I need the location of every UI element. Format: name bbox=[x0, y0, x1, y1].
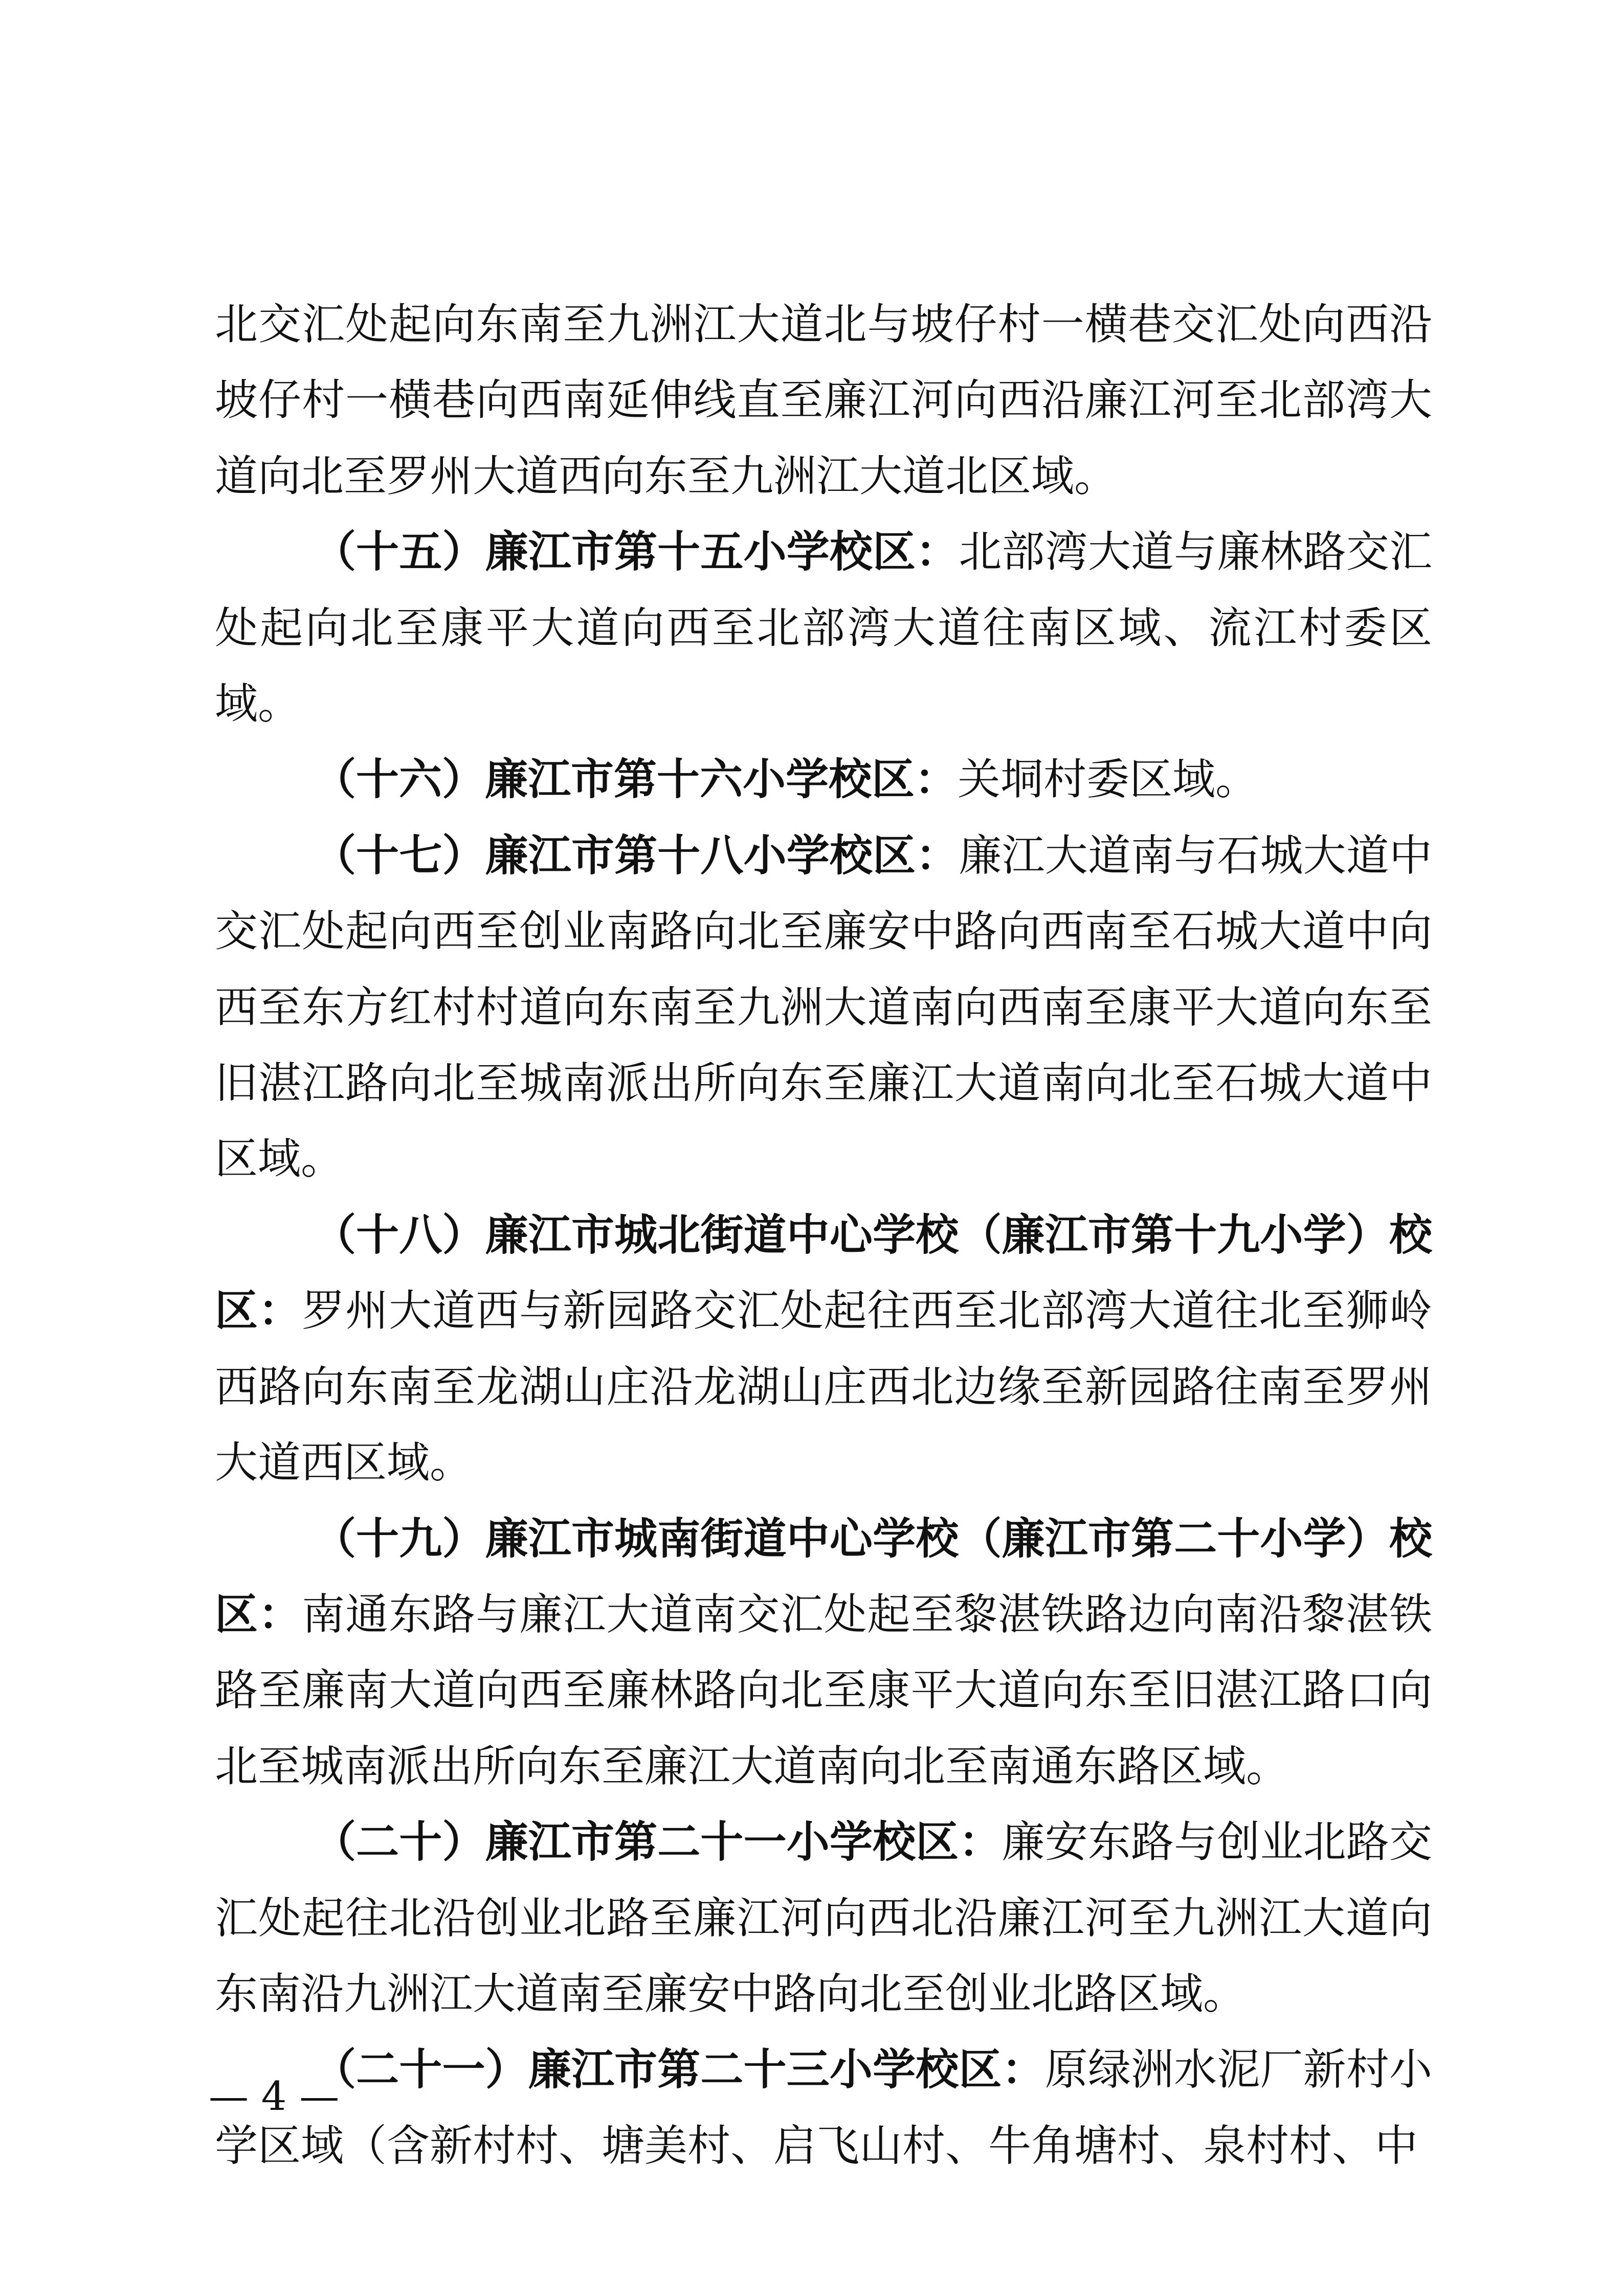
paragraph-school-20 bbox=[215, 1804, 1432, 2032]
paragraph-heading: （十五）廉江市第十五小学校区： bbox=[313, 526, 959, 577]
paragraph-school-15 bbox=[215, 514, 1432, 741]
paragraph-heading: （十七）廉江市第十八小学校区： bbox=[313, 829, 959, 881]
paragraph-text: 廉安东路与创业北路交汇处起往北沿创业北路至廉江河向西北沿廉江河至九洲江大道向东南沿九洲江大道南至廉安中路向北至创业北路区域。 bbox=[215, 1817, 1432, 2019]
paragraph-text: 关垌村委区域。 bbox=[958, 754, 1259, 805]
paragraph-text: 廉江大道南与石城大道中交汇处起向西至创业南路向北至廉安中路向西南至石城大道中向西至东方红村村道向东南至九洲大道南向西南至康平大道向东至旧湛江路向北至城南派出所向东至廉江大道南向北至石城大道中区域。 bbox=[215, 830, 1432, 1184]
paragraph-school-18 bbox=[215, 1197, 1432, 1501]
paragraph-text: 原绿洲水泥厂新村小学区域（含新村村、塘美村、启飞山村、牛角塘村、泉村村、中 bbox=[215, 2044, 1432, 2171]
paragraph-heading: （二十）廉江市第二十一小学校区： bbox=[313, 1816, 1002, 1867]
page-number: — 4 — bbox=[209, 2074, 340, 2120]
paragraph-heading: （十九）廉江市城南街道中心学校（廉江市第二十小学）校区： bbox=[215, 1513, 1432, 1639]
paragraph-school-21 bbox=[215, 2032, 1432, 2184]
paragraph-school-17 bbox=[215, 818, 1432, 1197]
paragraph-text: 南通东路与廉江大道南交汇处起至黎湛铁路边向南沿黎湛铁路至廉南大道向西至廉林路向北至康平大道向东至旧湛江路口向北至城南派出所向东至廉江大道南向北至南通东路区域。 bbox=[215, 1589, 1432, 1791]
paragraph-continuation bbox=[215, 286, 1432, 514]
paragraph-heading: （二十一）廉江市第二十三小学校区： bbox=[313, 2044, 1045, 2095]
paragraph-text: 北部湾大道与廉林路交汇处起向北至康平大道向西至北部湾大道往南区域、流江村委区域。 bbox=[215, 527, 1432, 729]
paragraph-school-19 bbox=[215, 1501, 1432, 1805]
document-body bbox=[215, 286, 1432, 2184]
paragraph-heading: （十八）廉江市城北街道中心学校（廉江市第十九小学）校区： bbox=[215, 1209, 1432, 1336]
paragraph-text: 北交汇处起向东南至九洲江大道北与坡仔村一横巷交汇处向西沿坡仔村一横巷向西南延伸线直至廉江河向西沿廉江河至北部湾大道向北至罗州大道西向东至九洲江大道北区域。 bbox=[215, 299, 1432, 501]
paragraph-text: 罗州大道西与新园路交汇处起往西至北部湾大道往北至狮岭西路向东南至龙湖山庄沿龙湖山庄西北边缘至新园路往南至罗州大道西区域。 bbox=[215, 1286, 1432, 1488]
paragraph-school-16 bbox=[215, 741, 1432, 817]
paragraph-heading: （十六）廉江市第十六小学校区： bbox=[313, 754, 958, 805]
